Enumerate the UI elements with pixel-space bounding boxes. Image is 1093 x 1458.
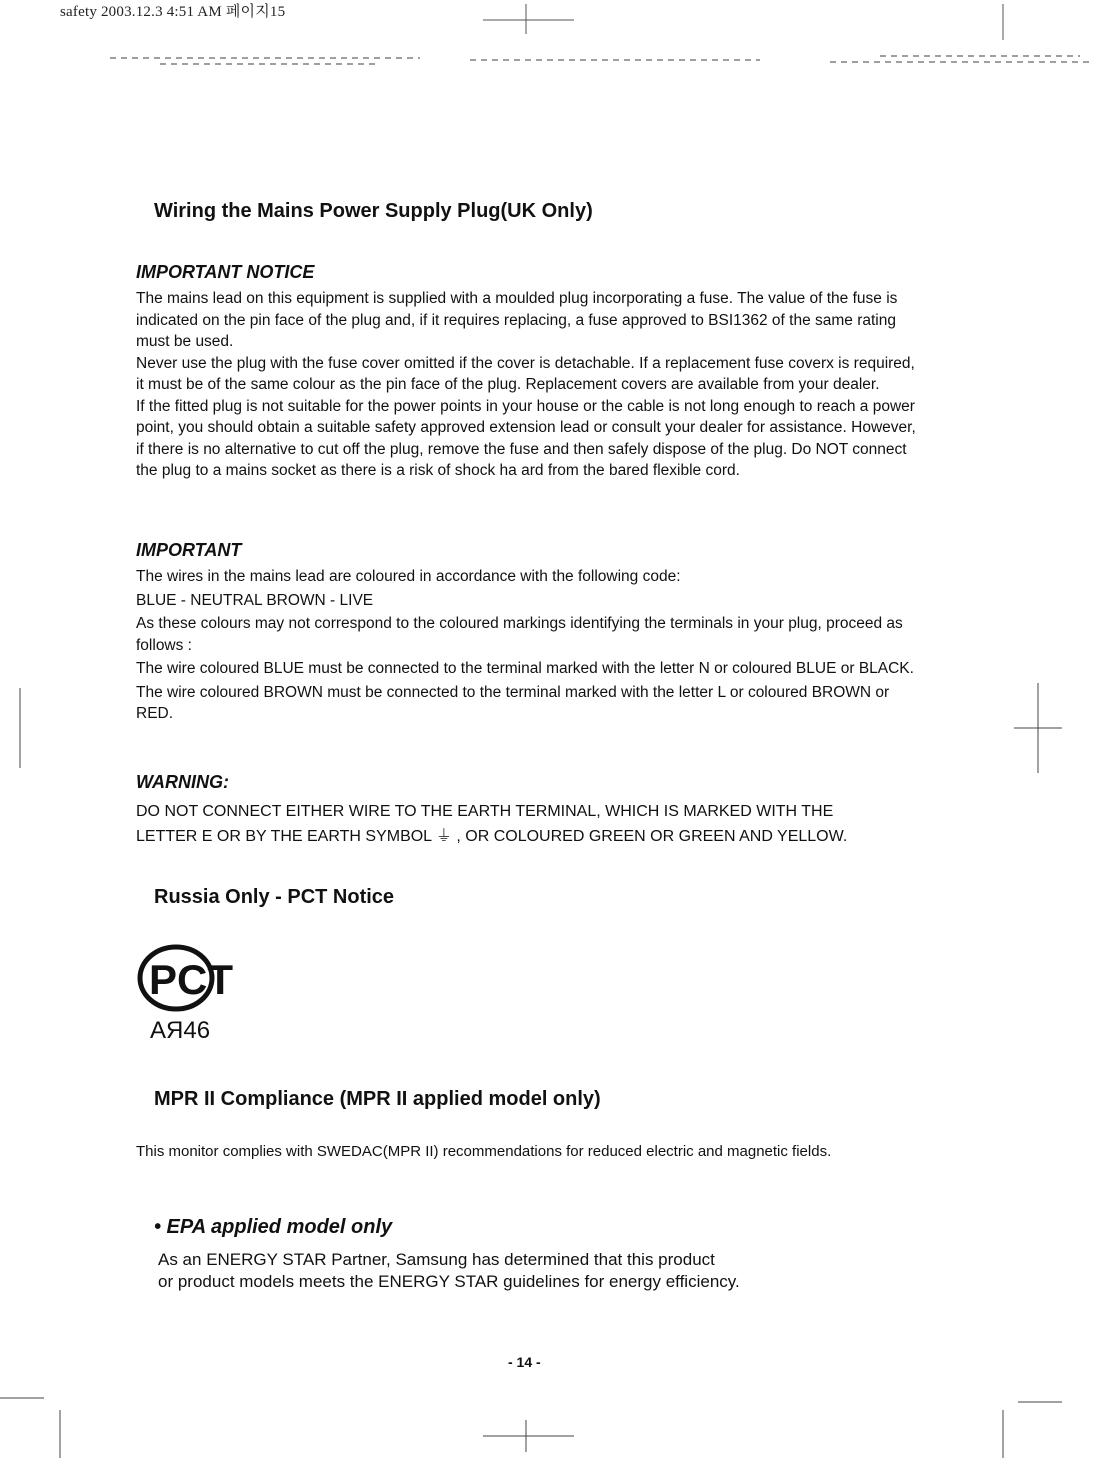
epa-line: or product models meets the ENERGY STAR guidelines for energy efficiency.: [158, 1272, 740, 1291]
notice-paragraph: Never use the plug with the fuse cover omitted if the cover is detachable. If a replacement fuse coverx is required, it must be of the same colour as the pin face of the plug. Replacement covers are available from your dealer.: [136, 354, 915, 393]
warning-heading: WARNING:: [136, 772, 229, 792]
pct-certification-logo: [136, 942, 251, 1017]
mpr-title: MPR II Compliance (MPR II applied model only): [154, 1088, 601, 1110]
important-heading: IMPORTANT: [136, 540, 242, 560]
epa-body: [158, 1249, 918, 1293]
epa-heading: • EPA applied model only: [154, 1216, 393, 1238]
mpr-text: This monitor complies with SWEDAC(MPR II) recommendations for reduced electric and magnetic fields.: [136, 1143, 832, 1160]
important-notice-heading: IMPORTANT NOTICE: [136, 262, 315, 282]
important-body: [136, 566, 926, 725]
notice-paragraph: If the fitted plug is not suitable for the power points in your house or the cable is not long enough to reach a power point, you should obtain a suitable safety approved extension lead or consult your dealer for assistance. However, if there is no alternative to cut off the plug, remove the fuse and then safely dispose of the plug. Do NOT connect the plug to a mains socket as there is a risk of shock ha ard from the bared flexible cord.: [136, 397, 916, 479]
warning-body: [136, 799, 936, 849]
uk-plug-title: Wiring the Mains Power Supply Plug(UK Only): [154, 200, 593, 222]
warning-line: DO NOT CONNECT EITHER WIRE TO THE EARTH TERMINAL, WHICH IS MARKED WITH THE: [136, 803, 834, 820]
wire-colour-code: BLUE - NEUTRAL BROWN - LIVE: [136, 591, 374, 609]
pct-logo-icon: [136, 942, 251, 1017]
notice-paragraph: The mains lead on this equipment is supplied with a moulded plug incorporating a fuse. The value of the fuse is indicated on the pin face of the plug and, if it requires replacing, a fuse approved to BSI1362 of the same rating must be used.: [136, 290, 898, 350]
wire-code-intro: The wires in the mains lead are coloured in accordance with the following code:: [136, 568, 681, 585]
important-notice-body: [136, 288, 926, 482]
blue-wire-instruction: The wire coloured BLUE must be connected to the terminal marked with the letter N or coloured BLUE or BLACK.: [136, 660, 914, 677]
warning-line: LETTER E OR BY THE EARTH SYMBOL ⏚ , OR COLOURED GREEN OR GREEN AND YELLOW.: [136, 828, 848, 845]
brown-wire-instruction: The wire coloured BROWN must be connected to the terminal marked with the letter L or coloured BROWN or RED.: [136, 683, 890, 722]
page-number: - 14 -: [508, 1354, 541, 1370]
epa-line: As an ENERGY STAR Partner, Samsung has determined that this product: [158, 1250, 715, 1269]
print-header-stamp: safety 2003.12.3 4:51 AM 페이지15: [60, 4, 286, 20]
wire-instructions-intro: As these colours may not correspond to the coloured markings identifying the terminals in your plug, proceed as follows :: [136, 615, 903, 654]
russia-pct-title: Russia Only - PCT Notice: [154, 886, 395, 908]
pct-certificate-code: AЯ46: [150, 1017, 211, 1044]
pct-logo-text: PCT: [149, 956, 233, 1003]
